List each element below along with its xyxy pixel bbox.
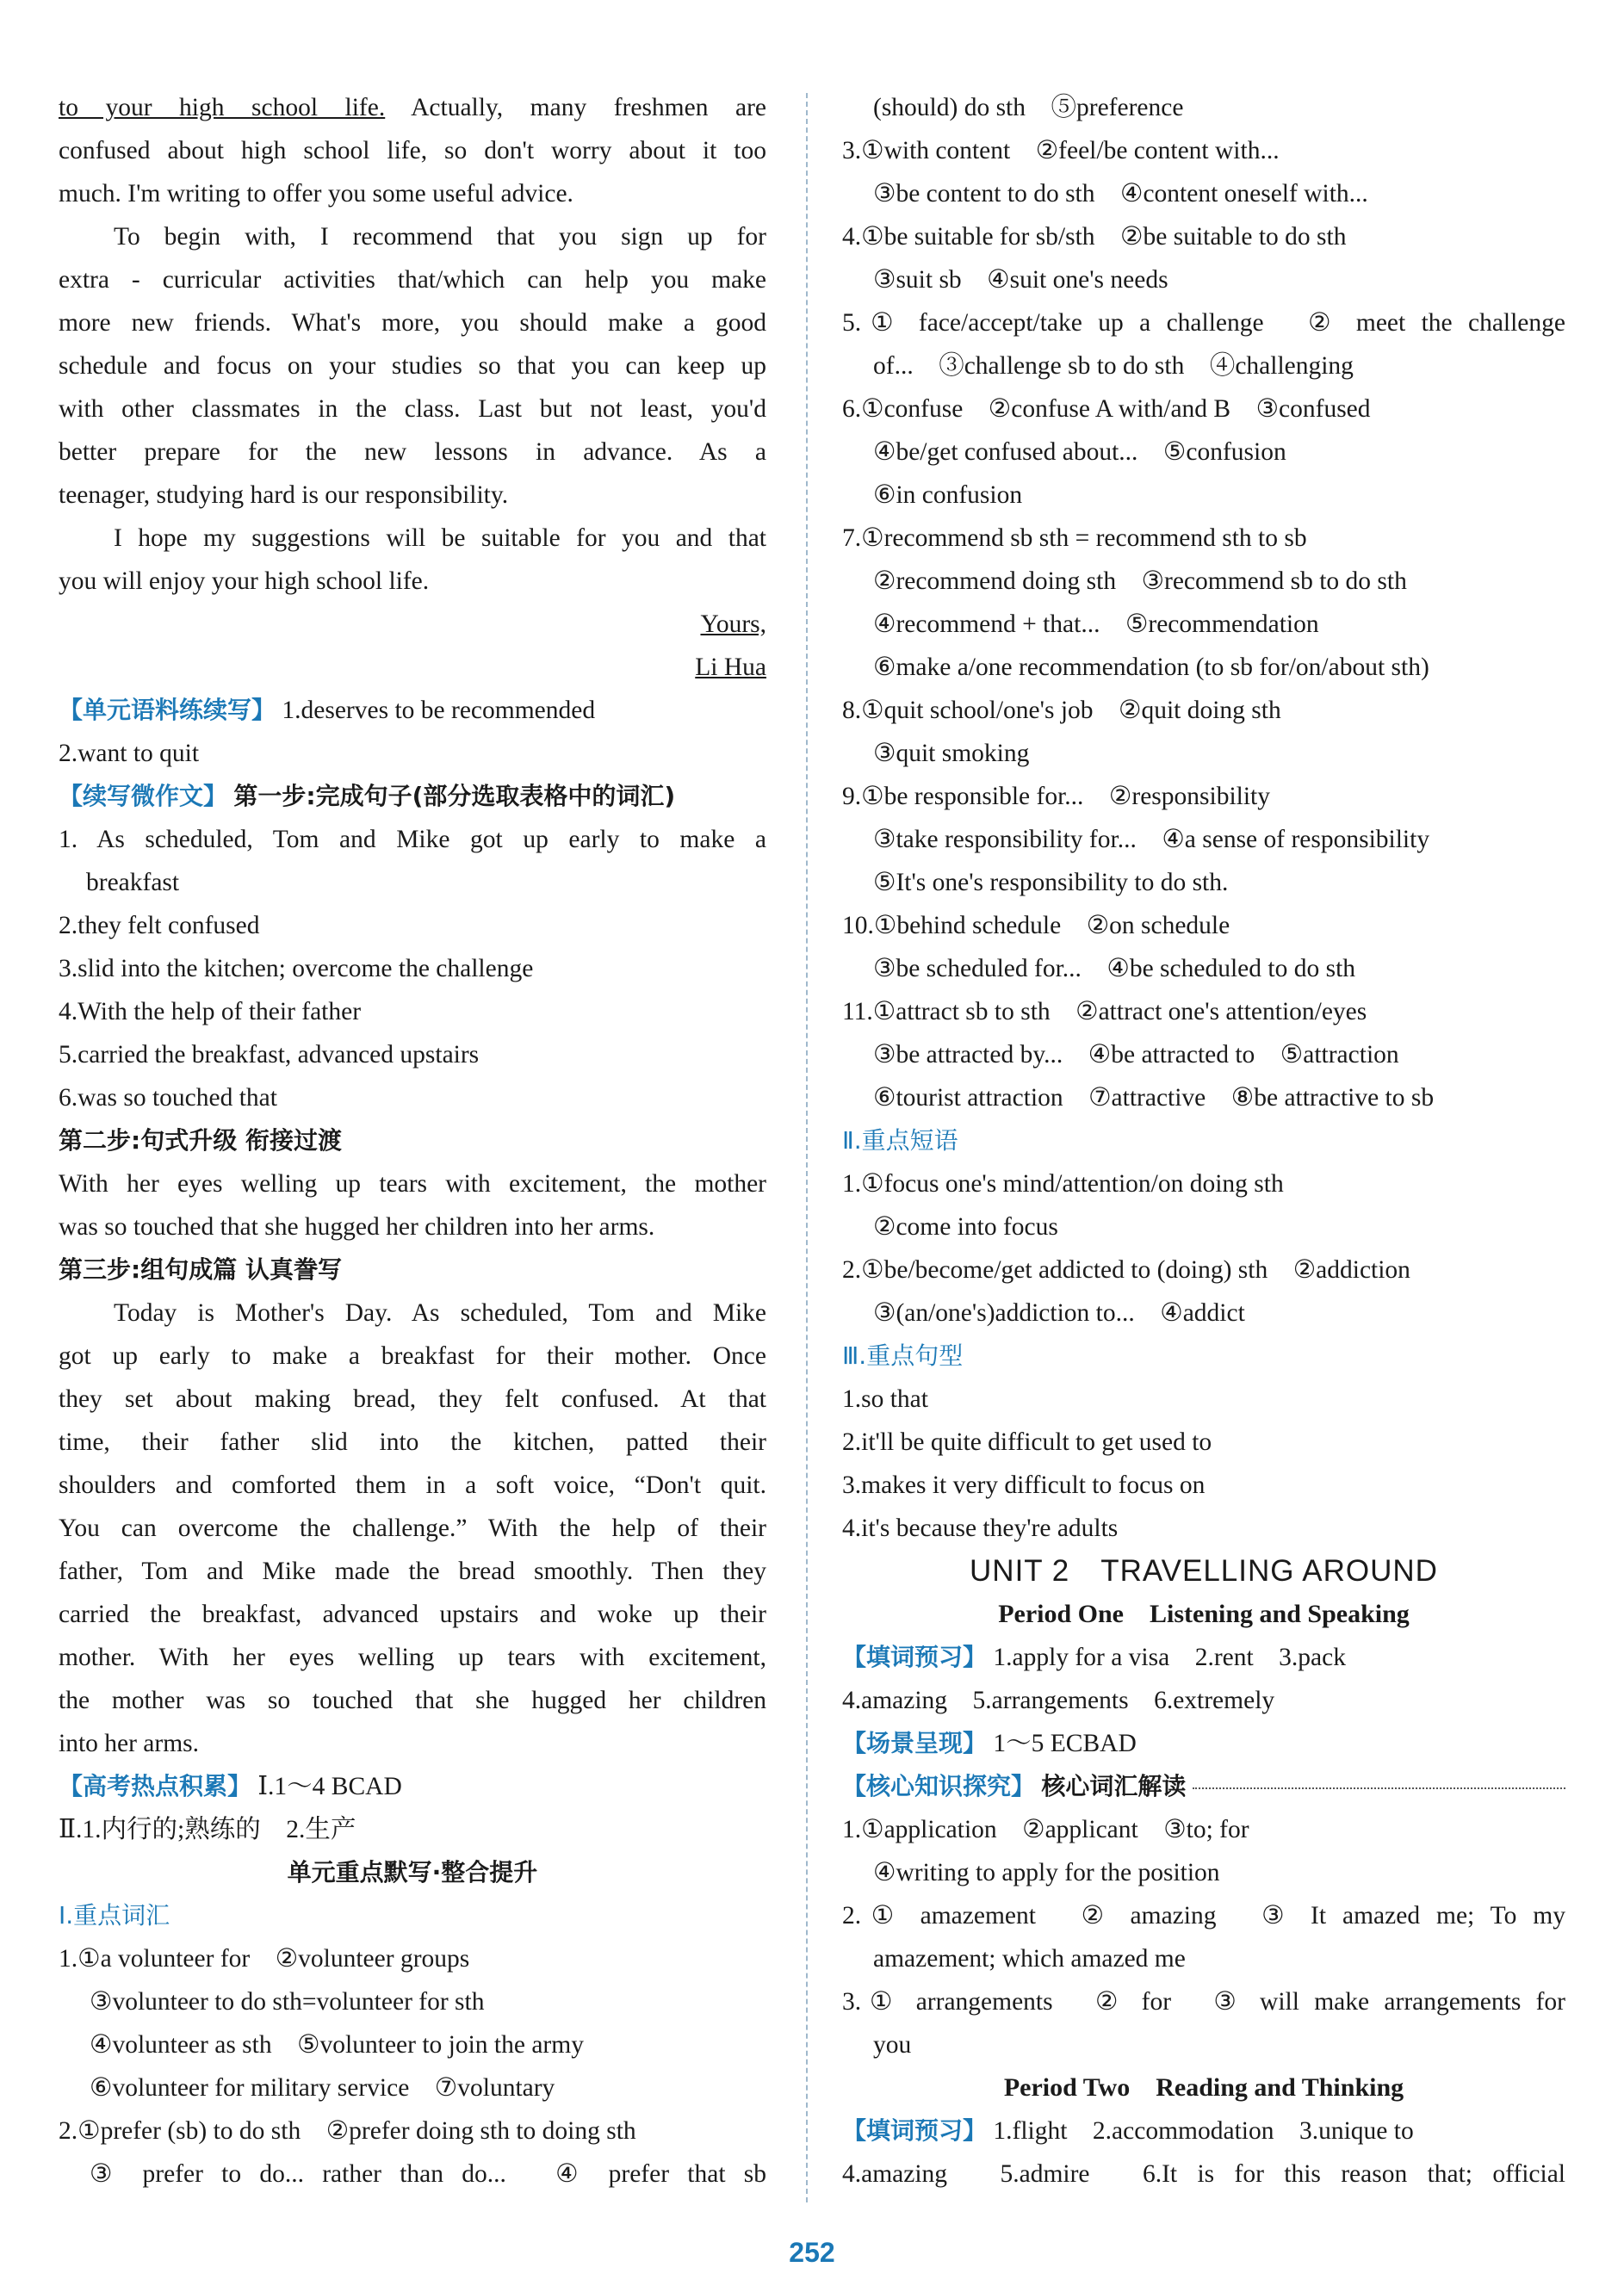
answer-line: was so touched that she hugged her children into her arms.: [59, 1213, 655, 1241]
vocab-line: (should) do sth ⑤preference: [873, 94, 1184, 121]
vocab-line: 11.①attract sb to sth ②attract one's attention/eyes: [842, 998, 1367, 1025]
vocab-line: 2.①prefer (sb) to do sth ②prefer doing sth to doing sth: [59, 2117, 636, 2145]
section-title: Ⅰ.重点词汇: [59, 1901, 170, 1930]
vocab-line: ⑤It's one's responsibility to do sth.: [873, 869, 1229, 896]
vocab-line: ③suit sb ④suit one's needs: [873, 266, 1168, 294]
tianci-answer-2: 4.amazing 5.arrangements 6.extremely: [842, 1687, 1275, 1714]
story-line: they set about making bread, they felt confused. At that: [59, 1385, 766, 1413]
section-title: Ⅱ.重点短语: [842, 1126, 958, 1155]
answer-line: 2.they felt confused: [59, 912, 260, 939]
letter-line: much. I'm writing to offer you some useful advice.: [59, 180, 573, 208]
letter-line: extra - curricular activities that/which can help you make: [59, 266, 766, 294]
sentence-line: 3.makes it very difficult to focus on: [842, 1471, 1206, 1499]
danyuan-answer-1: 【单元语料练续写】 1.deserves to be recommended: [59, 696, 596, 724]
story-line: got up early to make a breakfast for their mother. Once: [59, 1342, 766, 1370]
letter-line: you will enjoy your high school life.: [59, 567, 430, 595]
core-line: ④writing to apply for the position: [873, 1859, 1220, 1886]
vocab-line: ③quit smoking: [873, 740, 1030, 767]
section-title: Ⅲ.重点句型: [842, 1341, 964, 1370]
vocab-line: ⑥in confusion: [873, 481, 1023, 509]
story-line: Today is Mother's Day. As scheduled, Tom and Mike: [114, 1299, 766, 1327]
tianci-answer-1: 【填词预习】 1.apply for a visa 2.rent 3.pack: [842, 1643, 1346, 1671]
vocab-line: ③volunteer to do sth=volunteer for sth: [90, 1988, 485, 2016]
section-tag: 【续写微作文】: [59, 782, 228, 810]
vocab-line: ③be attracted by... ④be attracted to ⑤attraction: [873, 1041, 1399, 1069]
story-line: You can overcome the challenge.” With the help of their: [59, 1515, 766, 1542]
phrase-line: ②come into focus: [873, 1213, 1058, 1241]
letter-line: more new friends. What's more, you should make a good: [59, 309, 766, 337]
story-line: mother. With her eyes welling up tears with excitement,: [59, 1644, 766, 1671]
vocab-line: 9.①be responsible for... ②responsibility: [842, 783, 1270, 810]
story-line: carried the breakfast, advanced upstairs and woke up their: [59, 1601, 766, 1628]
core-line: amazement; which amazed me: [873, 1945, 1186, 1973]
underlined-phrase: to your high school life.: [59, 94, 386, 121]
hexin-heading: 【核心知识探究】 核心词汇解读: [842, 1765, 1565, 1808]
sentence-line: 2.it'll be quite difficult to get used to: [842, 1428, 1212, 1456]
phrase-line: ③(an/one's)addiction to... ④addict: [873, 1299, 1245, 1327]
vocab-line: ⑥volunteer for military service ⑦voluntary: [90, 2074, 555, 2102]
vocab-line: ③be scheduled for... ④be scheduled to do sth: [873, 955, 1356, 982]
answer-line: 5.carried the breakfast, advanced upstairs: [59, 1041, 480, 1069]
section-tag: 【场景呈现】: [842, 1729, 988, 1757]
phrase-line: 1.①focus one's mind/attention/on doing sth: [842, 1170, 1284, 1198]
dotted-rule: [1193, 1787, 1565, 1789]
xuxie-heading: 【续写微作文】 第一步:完成句子(部分选取表格中的词汇): [59, 782, 676, 810]
letter-line: schedule and focus on your studies so that you can keep up: [59, 352, 766, 380]
step2-heading: 第二步:句式升级 衔接过渡: [59, 1126, 342, 1155]
vocab-line: ③take responsibility for... ④a sense of responsibility: [873, 826, 1430, 853]
core-line: 1.①application ②applicant ③to; for: [842, 1816, 1249, 1843]
section-tag: 【填词预习】: [842, 1643, 988, 1671]
vocab-line: 5.① face/accept/take up a challenge ② meet the challenge: [842, 309, 1565, 337]
answer-line: 6.was so touched that: [59, 1084, 277, 1112]
letter-line: confused about high school life, so don't worry about it too: [59, 137, 766, 164]
core-line: 3.① arrangements ② for ③ will make arrangements for: [842, 1988, 1565, 2016]
vocab-line: ②recommend doing sth ③recommend sb to do sth: [873, 567, 1407, 595]
story-line: into her arms.: [59, 1730, 200, 1757]
gaokao-answer-2: Ⅱ.1.内行的;熟练的 2.生产: [59, 1816, 356, 1843]
vocab-line: 7.①recommend sb sth = recommend sth to sb: [842, 524, 1307, 552]
sentence-line: 1.so that: [842, 1385, 928, 1413]
letter-line: to your high school life. Actually, many freshmen are: [59, 94, 766, 121]
right-column: [842, 86, 1565, 2196]
section-tag: 【单元语料练续写】: [59, 696, 276, 724]
story-line: shoulders and comforted them in a soft voice, “Don't quit.: [59, 1471, 766, 1499]
changjing-answer: 【场景呈现】 1～5 ECBAD: [842, 1729, 1137, 1757]
letter-line: I hope my suggestions will be suitable for you and that: [114, 524, 766, 552]
vocab-line: ④be/get confused about... ⑤confusion: [873, 438, 1286, 466]
letter-line: with other classmates in the class. Last but not least, you'd: [59, 395, 766, 423]
core-line: 2.① amazement ② amazing ③ It amazed me; To my: [842, 1902, 1565, 1930]
unit-title: UNIT 2 TRAVELLING AROUND: [970, 1554, 1438, 1588]
answer-line: 3.slid into the kitchen; overcome the challenge: [59, 955, 534, 982]
page-number: 252: [789, 2237, 835, 2268]
letter-line: better prepare for the new lessons in advance. As a: [59, 438, 766, 466]
danyuan-answer-2: 2.want to quit: [59, 740, 200, 767]
tianci2-answer-1: 【填词预习】 1.flight 2.accommodation 3.unique to: [842, 2116, 1414, 2145]
sentence-line: 4.it's because they're adults: [842, 1515, 1119, 1542]
letter-closing: Yours,: [700, 610, 766, 638]
story-line: the mother was so touched that she hugged her children: [59, 1687, 766, 1714]
vocab-line: 1.①a volunteer for ②volunteer groups: [59, 1945, 470, 1973]
answer-line: 4.With the help of their father: [59, 998, 362, 1025]
section-tag: 【填词预习】: [842, 2116, 988, 2145]
vocab-line: ⑥make a/one recommendation (to sb for/on/about sth): [873, 654, 1429, 681]
unit-review-title: 单元重点默写·整合提升: [287, 1858, 538, 1886]
story-line: time, their father slid into the kitchen, patted their: [59, 1428, 766, 1456]
vocab-line: ③ prefer to do... rather than do... ④ prefer that sb: [90, 2160, 766, 2188]
letter-signature: Li Hua: [695, 654, 766, 681]
section-tag: 【高考热点积累】: [59, 1772, 252, 1800]
answer-line: 1. As scheduled, Tom and Mike got up early to make a: [59, 826, 766, 853]
vocab-line: 10.①behind schedule ②on schedule: [842, 912, 1230, 939]
vocab-line: 6.①confuse ②confuse A with/and B ③confused: [842, 395, 1371, 423]
phrase-line: 2.①be/become/get addicted to (doing) sth ②addiction: [842, 1256, 1410, 1284]
tianci2-answer-2: 4.amazing 5.admire 6.It is for this reason that; official: [842, 2160, 1565, 2188]
step3-heading: 第三步:组句成篇 认真誊写: [59, 1255, 342, 1284]
section-tag: 【核心知识探究】: [842, 1772, 1036, 1800]
vocab-line: ④recommend + that... ⑤recommendation: [873, 610, 1319, 638]
letter-line: teenager, studying hard is our responsibility.: [59, 481, 509, 509]
vocab-line: ④volunteer as sth ⑤volunteer to join the army: [90, 2031, 584, 2059]
vocab-line: 4.①be suitable for sb/sth ②be suitable to do sth: [842, 223, 1347, 251]
left-column: [59, 86, 766, 2196]
period-title: Period Two Reading and Thinking: [1003, 2073, 1404, 2102]
vocab-line: of... ③challenge sb to do sth ④challenging: [873, 352, 1354, 380]
period-title: Period One Listening and Speaking: [998, 1600, 1410, 1628]
vocab-line: ⑥tourist attraction ⑦attractive ⑧be attractive to sb: [873, 1084, 1435, 1112]
column-divider: [806, 93, 808, 2202]
answer-line: breakfast: [86, 869, 180, 896]
answer-line: With her eyes welling up tears with excitement, the mother: [59, 1170, 766, 1198]
vocab-line: 3.①with content ②feel/be content with...: [842, 137, 1280, 164]
gaokao-answer-1: 【高考热点积累】 Ⅰ.1～4 BCAD: [59, 1772, 402, 1800]
story-line: father, Tom and Mike made the bread smoothly. Then they: [59, 1558, 766, 1585]
vocab-line: 8.①quit school/one's job ②quit doing sth: [842, 697, 1281, 724]
core-line: you: [873, 2031, 912, 2059]
vocab-line: ③be content to do sth ④content oneself with...: [873, 180, 1368, 208]
letter-line: To begin with, I recommend that you sign up for: [114, 223, 766, 251]
